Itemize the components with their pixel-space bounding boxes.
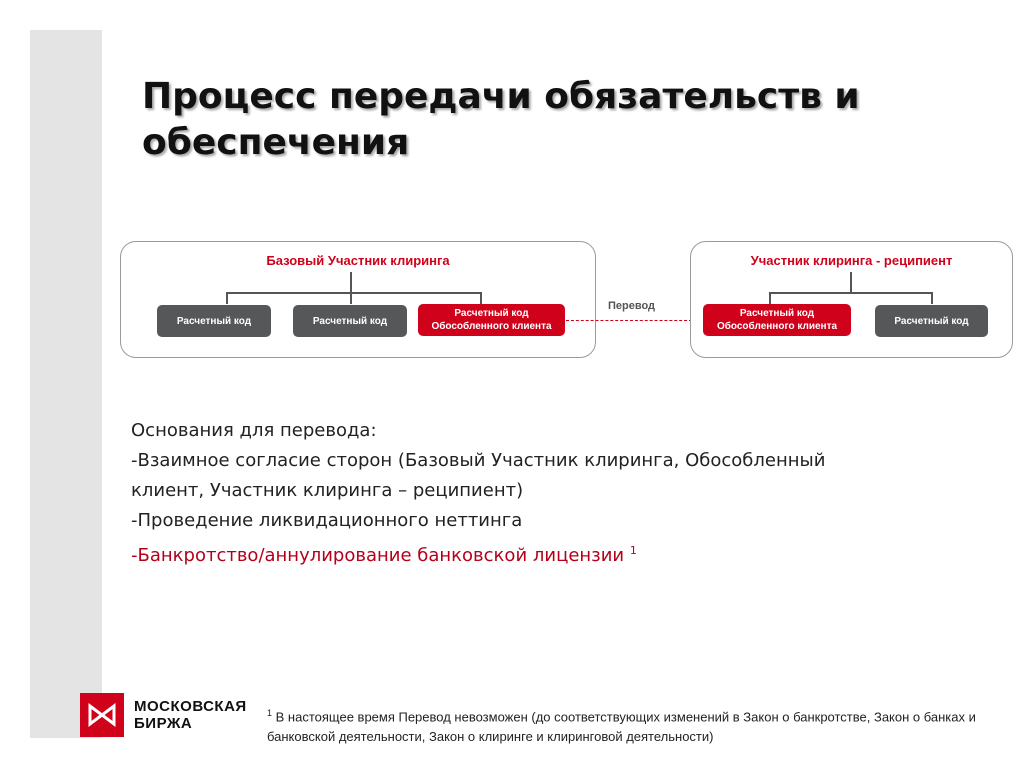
slide-title: Процесс передачи обязательств и обеспечения (142, 76, 860, 163)
side-accent-bar (30, 30, 102, 738)
connector (850, 272, 852, 292)
recipient-member-title: Участник клиринга - реципиент (750, 253, 953, 268)
settlement-code-box: Расчетный код (293, 305, 407, 337)
transfer-label: Перевод (608, 300, 656, 312)
reason-text: -Банкротство/аннулирование банковской лицензии (131, 545, 625, 566)
logo-line: МОСКОВСКАЯ (134, 698, 247, 715)
reasons-heading: Основания для перевода: (131, 420, 377, 441)
transfer-reasons (131, 416, 931, 571)
moex-logo-icon (80, 693, 124, 737)
connector (931, 292, 933, 304)
connector (350, 272, 352, 292)
footnote-marker: 1 (267, 708, 273, 718)
base-member-title: Базовый Участник клиринга (266, 253, 450, 268)
settlement-code-box: Расчетный код (157, 305, 271, 337)
segregated-client-code-box: Расчетный код Обособленного клиента (418, 304, 565, 336)
reason-line: -Взаимное согласие сторон (Базовый Участник клиринга, Обособленный (131, 450, 826, 471)
connector (226, 292, 482, 294)
logo-line: БИРЖА (134, 715, 193, 732)
footnote (267, 703, 1007, 747)
connector (769, 292, 771, 304)
transfer-arrow-line (566, 320, 692, 321)
settlement-code-box: Расчетный код (875, 305, 988, 337)
footnote-text: В настоящее время Перевод невозможен (до соответствующих изменений в Закон о банкротстве, Закон о банках и банковской деятельности, Закон о клиринге и клиринговой деятельности) (267, 709, 976, 745)
connector (226, 292, 228, 304)
connector (769, 292, 933, 294)
reason-line: клиент, Участник клиринга – реципиент) (131, 480, 524, 501)
reason-line-highlight (131, 536, 931, 571)
reason-line: -Проведение ликвидационного неттинга (131, 510, 523, 531)
moex-logo-text (134, 698, 247, 732)
segregated-client-code-box: Расчетный код Обособленного клиента (703, 304, 851, 336)
footnote-marker: 1 (629, 544, 637, 557)
connector (350, 292, 352, 304)
connector (480, 292, 482, 304)
